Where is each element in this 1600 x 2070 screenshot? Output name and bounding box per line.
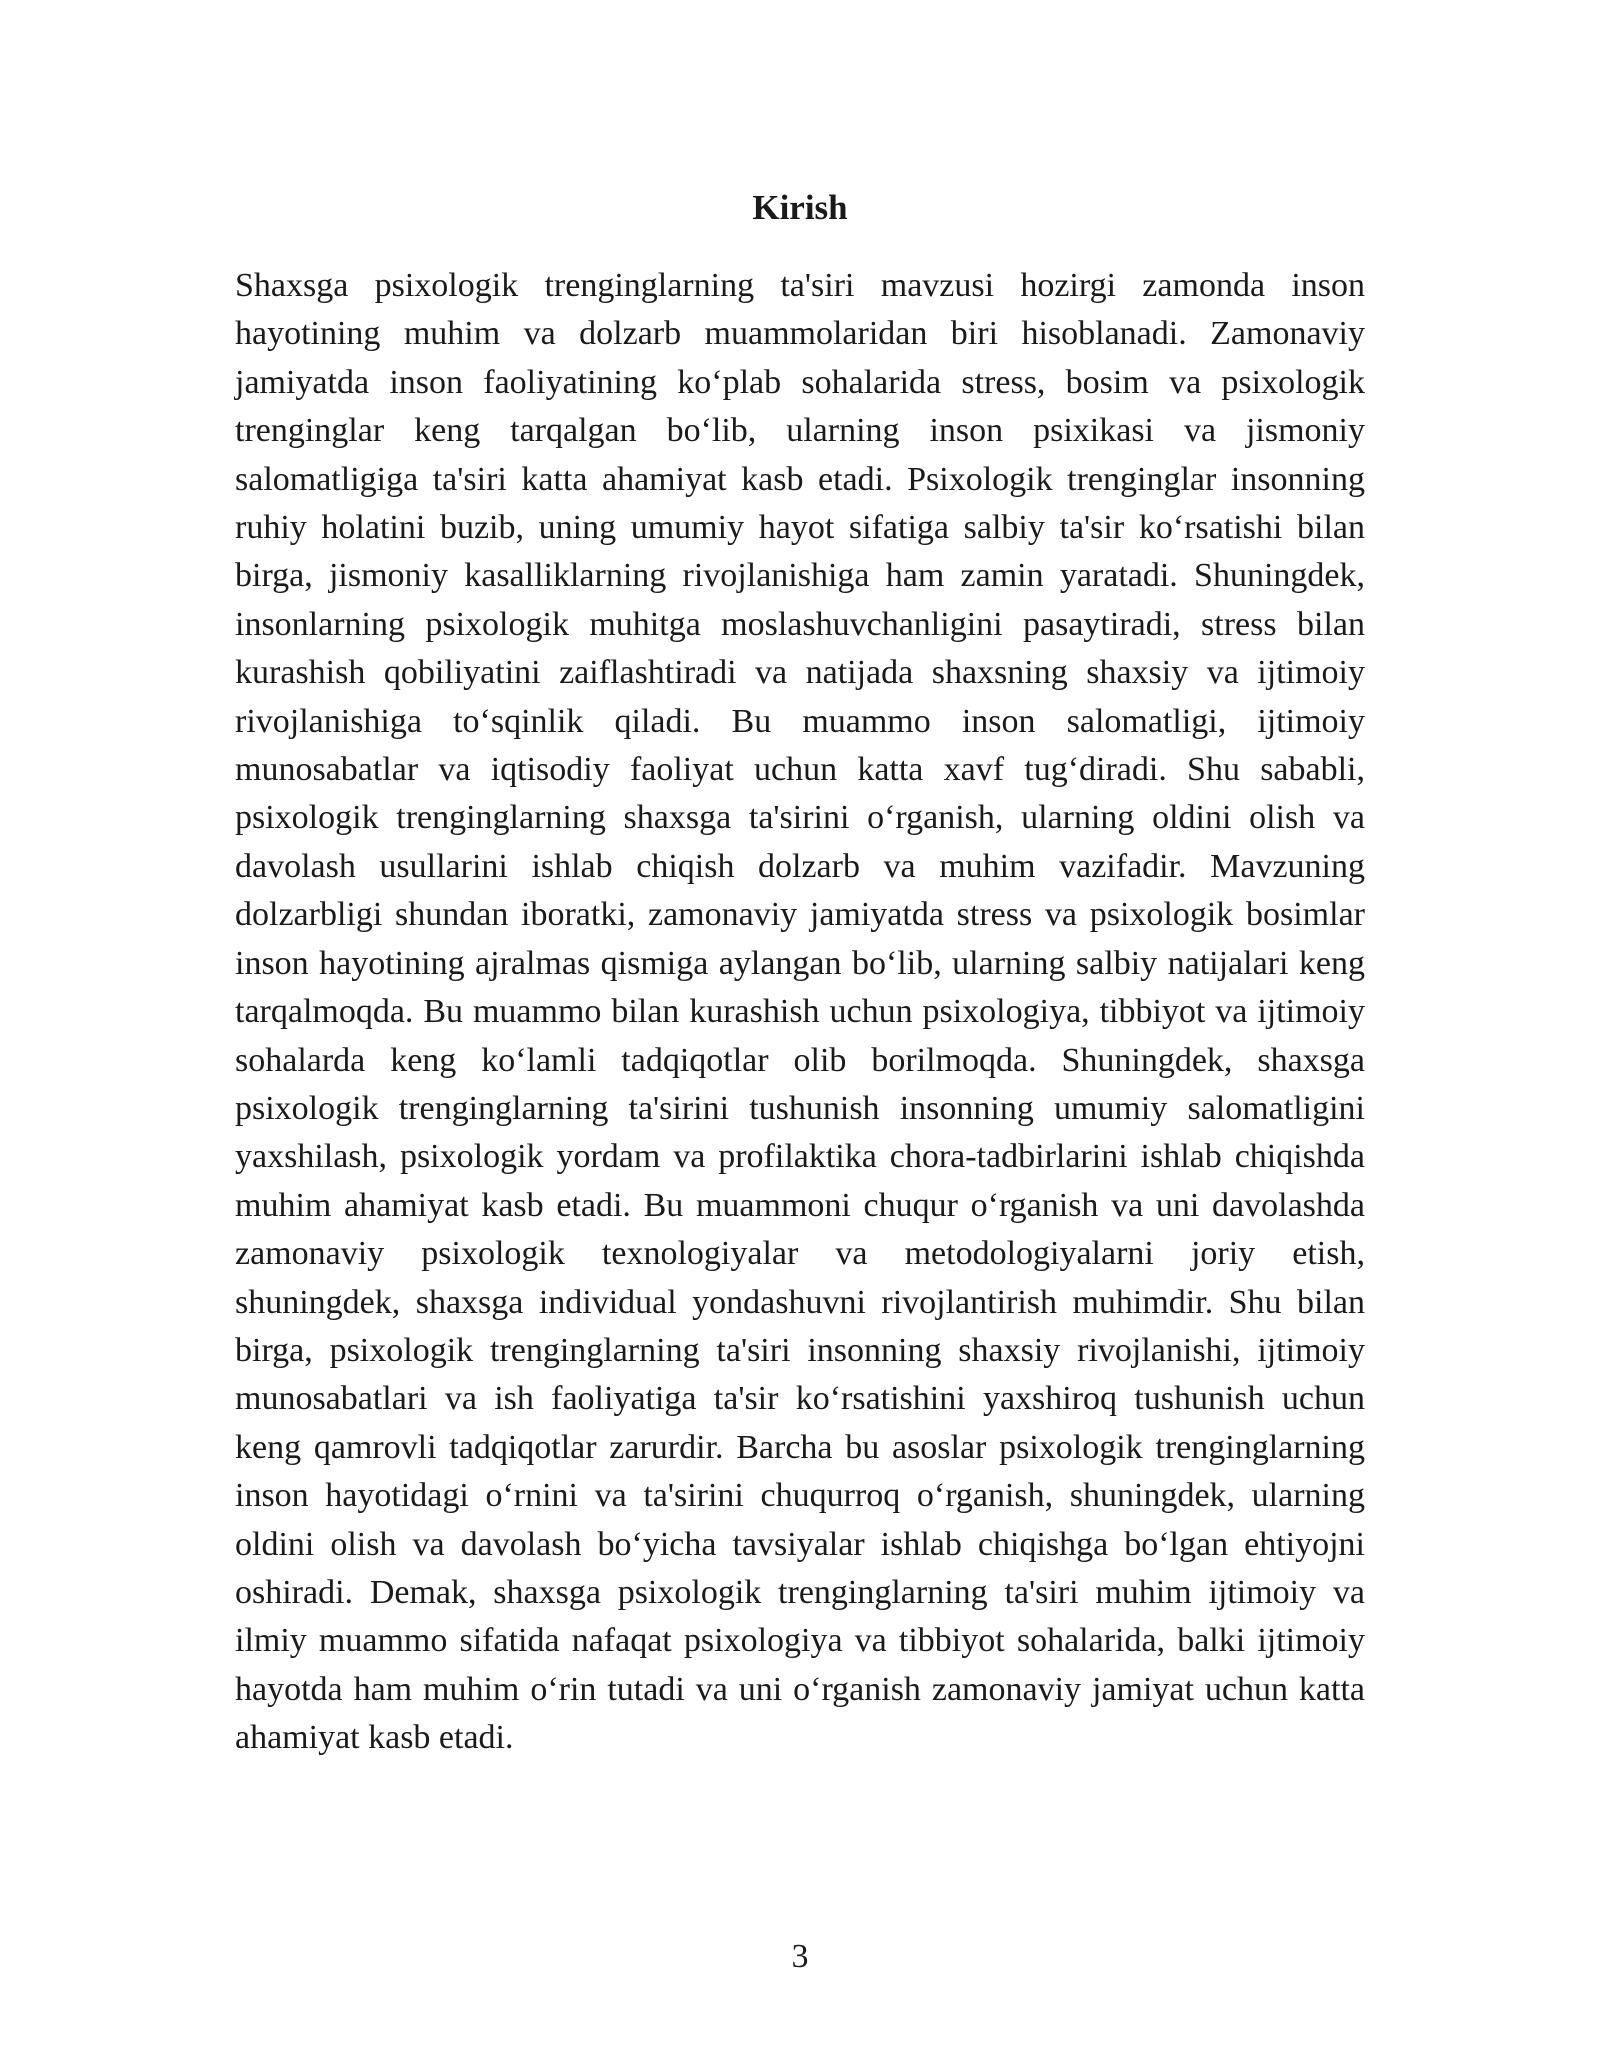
section-heading: Kirish	[752, 188, 848, 227]
body-paragraph: Shaxsga psixologik trenginglarning ta'siri mavzusi hozirgi zamonda inson hayotining muhim va dolzarb muammolaridan biri hisoblanadi. Zamonaviy jamiyatda inson faoliyatining ko‘plab sohalarida stress, bosim va psixologik trenginglar keng tarqalgan bo‘lib, ularning inson psixikasi va jismoniy salomatligiga ta'siri katta ahamiyat kasb etadi. Psixologik trenginglar insonning ruhiy holatini buzib, uning umumiy hayot sifatiga salbiy ta'sir ko‘rsatishi bilan birga, jismoniy kasalliklarning rivojlanishiga ham zamin yaratadi. Shuningdek, insonlarning psixologik muhitga moslashuvchanligini pasaytiradi, stress bilan kurashish qobiliyatini zaiflashtiradi va natijada shaxsning shaxsiy va ijtimoiy rivojlanishiga to‘sqinlik qiladi. Bu muammo inson salomatligi, ijtimoiy munosabatlar va iqtisodiy faoliyat uchun katta xavf tug‘diradi. Shu sababli, psixologik trenginglarning shaxsga ta'sirini o‘rganish, ularning oldini olish va davolash usullarini ishlab chiqish dolzarb va muhim vazifadir. Mavzuning dolzarbligi shundan iboratki, zamonaviy jamiyatda stress va psixologik bosimlar inson hayotining ajralmas qismiga aylangan bo‘lib, ularning salbiy natijalari keng tarqalmoqda. Bu muammo bilan kurashish uchun psixologiya, tibbiyot va ijtimoiy sohalarda keng ko‘lamli tadqiqotlar olib borilmoqda. Shuningdek, shaxsga psixologik trenginglarning ta'sirini tushunish insonning umumiy salomatligini yaxshilash, psixologik yordam va profilaktika chora-tadbirlarini ishlab chiqishda muhim ahamiyat kasb etadi. Bu muammoni chuqur o‘rganish va uni davolashda zamonaviy psixologik texnologiyalar va metodologiyalarni joriy etish, shuningdek, shaxsga individual yondashuvni rivojlantirish muhimdir. Shu bilan birga, psixologik trenginglarning ta'siri insonning shaxsiy rivojlanishi, ijtimoiy munosabatlari va ish faoliyatiga ta'sir ko‘rsatishini yaxshiroq tushunish uchun keng qamrovli tadqiqotlar zarurdir. Barcha bu asoslar psixologik trenginglarning inson hayotidagi o‘rnini va ta'sirini chuqurroq o‘rganish, shuningdek, ularning oldini olish va davolash bo‘yicha tavsiyalar ishlab chiqishga bo‘lgan ehtiyojni oshiradi. Demak, shaxsga psixologik trenginglarning ta'siri muhim ijtimoiy va ilmiy muammo sifatida nafaqat psixologiya va tibbiyot sohalarida, balki ijtimoiy hayotda ham muhim o‘rin tutadi va uni o‘rganish zamonaviy jamiyat uchun katta ahamiyat kasb etadi.	[235, 267, 1365, 1757]
page-number: 3	[791, 1938, 809, 1975]
